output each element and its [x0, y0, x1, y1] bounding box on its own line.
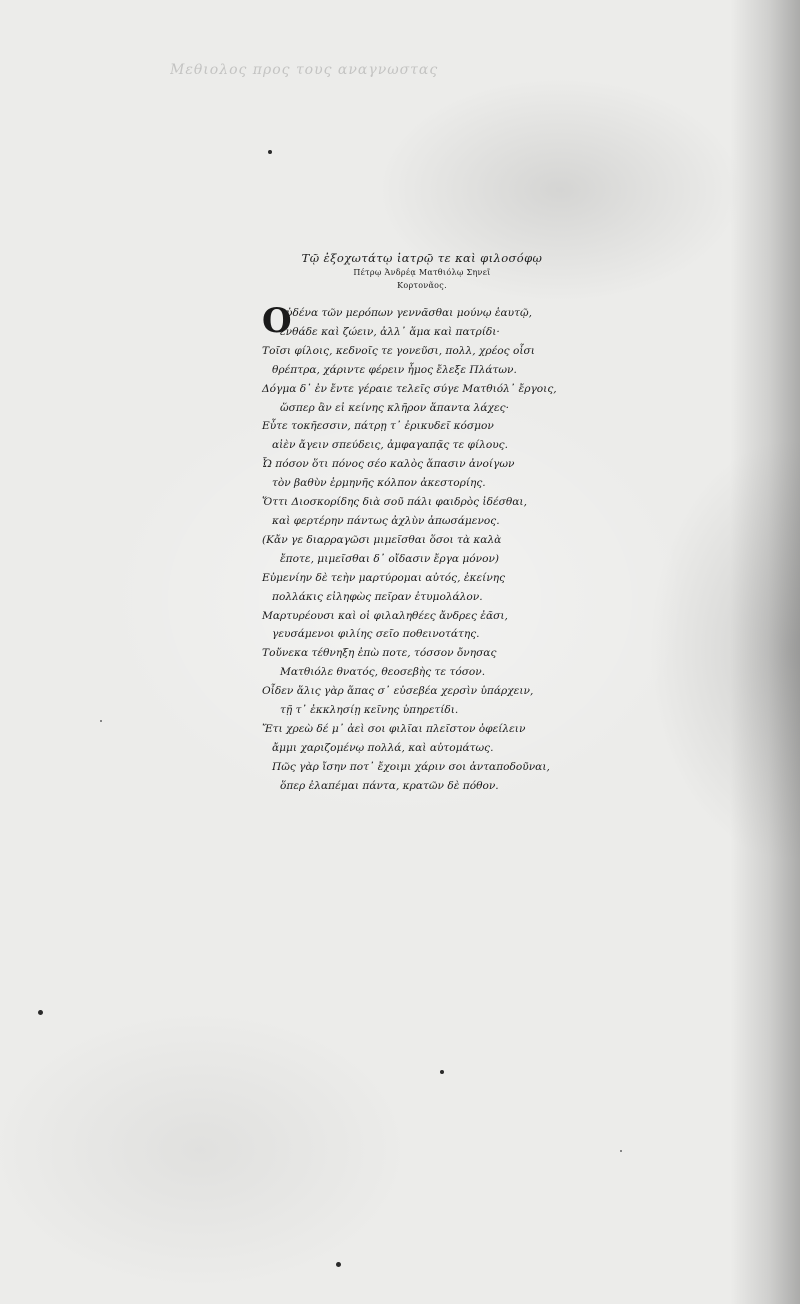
dedication-line-1: Τῷ ἐξοχωτάτῳ ἰατρῷ τε καὶ φιλοσόφῳ [301, 251, 543, 265]
poem-line: τὸν βαθὺν ἑρμηνῆς κόλπον ἀκεστορίης. [272, 477, 486, 490]
poem-line: Ἔτι χρεὼ δέ μ᾽ ἀεὶ σοι φιλῖαι πλεῖστον ὀφείλειν [262, 722, 526, 735]
bleed-through-text: Μεθιολος προς τους αναγνωστας [170, 62, 439, 78]
dedication-line-2: Πέτρῳ Ἀνδρέᾳ Ματθιόλῳ Σηνεῖ [353, 268, 491, 277]
ink-speck [38, 1010, 43, 1015]
drop-cap: Ο [262, 301, 292, 341]
poem-line: Πῶς γὰρ ἴσην ποτ᾽ ἔχοιμι χάριν σοι ἀνταποδοῦναι, [272, 760, 550, 773]
poem-line: ἄμμι χαριζομένῳ πολλά, καὶ αὐτομάτως. [272, 741, 494, 754]
poem-line: Ματθιόλε θνατός, θεοσεβὴς τε τόσον. [280, 666, 486, 679]
poem-line: Τοῖσι φίλοις, κεδνοῖς τε γονεῦσι, πολλ, χρέος οἷσι [262, 344, 535, 357]
poem-line: καὶ φερτέρην πάντως ἀχλὺν ἀπωσάμενος. [272, 514, 500, 527]
poem-line: Τοὔνεκα τέθνηξη ἐπὼ ποτε, τόσσον ὄνησας [262, 647, 497, 660]
poem-line: (Κἄν γε διαρραγῶσι μιμεῖσθαι ὅσοι τὰ καλὰ [262, 533, 502, 546]
poem-line: ἔποτε, μιμεῖσθαι δ᾽ οἴδασιν ἔργα μόνον) [280, 552, 500, 565]
verse-block [262, 301, 582, 796]
ink-speck [268, 150, 272, 154]
poem-line: Μαρτυρέουσι καὶ οἱ φιλαληθέες ἄνδρες ἐᾶσι, [262, 609, 508, 622]
poem-block [262, 250, 582, 796]
poem-line: θρέπτρα, χάριντε φέρειν ἦμος ἔλεξε Πλάτων. [272, 363, 517, 376]
poem-line: γευσάμενοι φιλίης σεῖο ποθεινοτάτης. [272, 628, 480, 641]
poem-line: Οἶδεν ἅλις γὰρ ἅπας σ᾽ εὐσεβέα χερσὶν ὑπάρχειν, [262, 685, 534, 698]
ink-speck [440, 1070, 444, 1074]
poem-line: αἰὲν ἄγειν σπεύδεις, ἀμφαγαπᾷς τε φίλους. [272, 439, 508, 452]
ink-speck [336, 1262, 341, 1267]
page-edge-shadow [730, 0, 800, 1304]
dedication-line-3: Κορτονᾶος. [397, 281, 447, 290]
poem-line: ἐνθάδε καὶ ζώειν, ἀλλ᾽ ἅμα καὶ πατρίδι· [280, 325, 500, 338]
poem-line: Εὐμενίην δὲ τεὴν μαρτύρομαι αὐτός, ἐκείνης [262, 571, 506, 584]
poem-line: Δόγμα δ᾽ ἐν ἔντε γέραιε τελεῖς σύγε Ματθιόλ᾽ ἔργοις, [262, 382, 557, 395]
dedication-heading [282, 250, 562, 292]
poem-line: ὥσπερ ἂν εἰ κείνης κλῆρον ἅπαντα λάχες· [280, 401, 509, 414]
poem-line: Ὦ πόσον ὅτι πόνος σέο καλὸς ἅπασιν ἀνοίγων [262, 458, 515, 471]
poem-line: Ὅττι Διοσκορίδης διὰ σοῦ πάλι φαιδρὸς ἰδέσθαι, [262, 496, 527, 509]
poem-line: ὅπερ ἐλαπέμαι πάντα, κρατῶν δὲ πόθον. [280, 779, 499, 792]
poem-line: Εὖτε τοκῆεσσιν, πάτρῃ τ᾽ ἐρικυδεῖ κόσμον [262, 420, 494, 433]
ink-speck [100, 720, 102, 722]
poem-line: πολλάκις εἰληφὼς πεῖραν ἐτυμολάλον. [272, 590, 483, 603]
poem-line-text: ὐδένα τῶν μερόπων γεννᾶσθαι μούνῳ ἑαυτῷ, [286, 307, 532, 319]
poem-line: τῇ τ᾽ ἐκκλησίῃ κεῖνης ὑπηρετίδι. [280, 704, 459, 717]
ink-speck [620, 1150, 622, 1152]
